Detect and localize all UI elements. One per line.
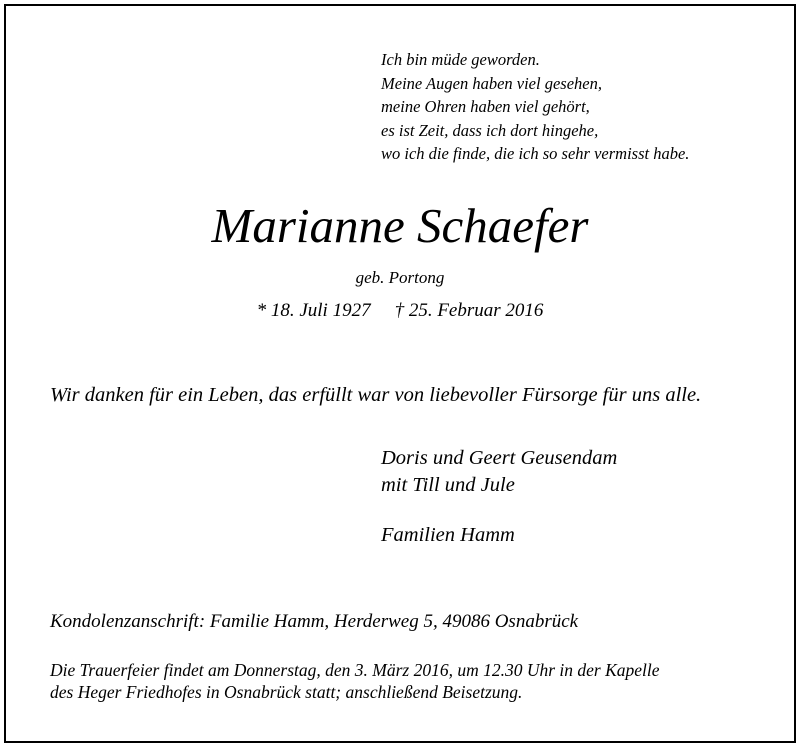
poem-line: Ich bin müde geworden. — [381, 50, 540, 69]
mourner-line: mit Till und Jule — [381, 474, 515, 496]
poem — [381, 48, 689, 166]
birth-date: * 18. Juli 1927 — [256, 300, 371, 321]
poem-line: es ist Zeit, dass ich dort hingehe, — [381, 120, 599, 140]
life-dates — [0, 299, 800, 323]
funeral-info — [50, 659, 660, 703]
mourner-line: Doris und Geert Geusendam — [381, 447, 618, 469]
poem-line: wo ich die finde, die ich so sehr vermisst habe. — [381, 144, 690, 164]
death-date: † 25. Februar 2016 — [394, 300, 544, 321]
poem-line: Meine Augen haben viel gesehen, — [381, 73, 602, 93]
poem-line: meine Ohren haben viel gehört, — [381, 97, 590, 117]
maiden-name: geb. Portong — [355, 268, 445, 287]
deceased-name: Marianne Schaefer — [211, 198, 589, 253]
thanks-text: Wir danken für ein Leben, das erfüllt war von liebevoller Fürsorge für uns alle. — [50, 384, 702, 406]
funeral-line: des Heger Friedhofes in Osnabrück statt; anschließend Beisetzung. — [50, 682, 523, 702]
funeral-line: Die Trauerfeier findet am Donnerstag, den 3. März 2016, um 12.30 Uhr in der Kapelle — [50, 660, 660, 680]
condolence-address: Kondolenzanschrift: Familie Hamm, Herderweg 5, 49086 Osnabrück — [50, 611, 579, 632]
mourner-line: Familien Hamm — [381, 524, 515, 546]
